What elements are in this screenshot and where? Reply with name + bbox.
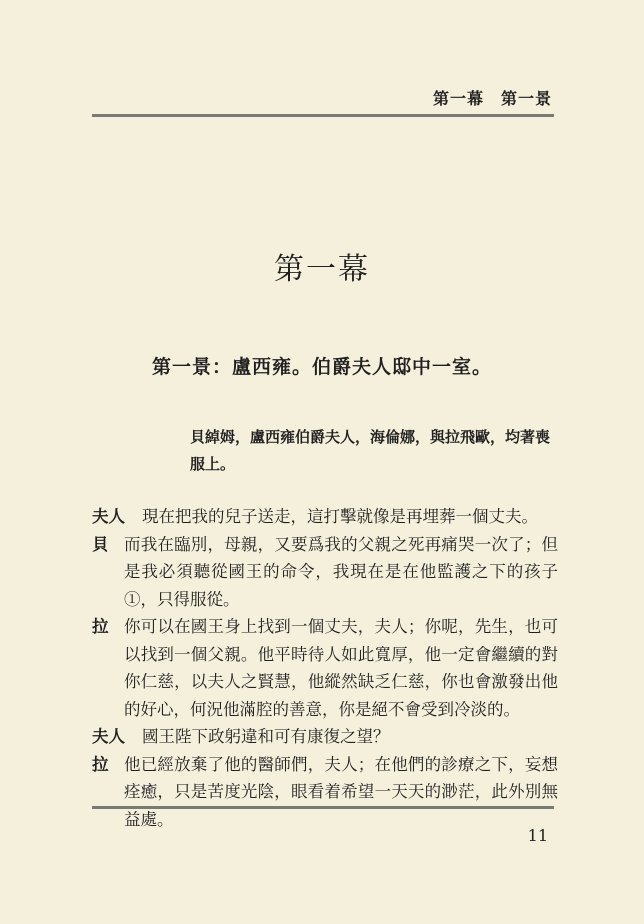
footer-rule <box>92 806 554 809</box>
running-head: 第一幕 第一景 <box>432 89 552 108</box>
header-rule <box>92 114 554 117</box>
speech-line <box>92 531 558 614</box>
speech-line <box>92 751 558 834</box>
speaker-label: 拉 <box>92 754 109 774</box>
stage-direction: 貝綽姆，盧西雍伯爵夫人，海倫娜，與拉飛歐，均著喪服上。 <box>190 428 551 473</box>
speech-text: 現在把我的兒子送走，這打擊就像是再埋葬一個丈夫。 <box>142 507 538 526</box>
act-title: 第一幕 <box>274 252 370 287</box>
speaker-label: 貝 <box>92 534 109 554</box>
speech-text: 你可以在國王身上找到一個丈夫，夫人；你呢，先生，也可以找到一個父親。他平時待人如此寬厚，他一定會繼續的對你仁慈，以夫人之賢慧，他縱然缺乏仁慈，你也會激發出他的好心，何況他滿腔的善意，你是絕不會受到冷淡的。 <box>124 617 558 719</box>
dialogue-block <box>92 503 558 833</box>
speech-text: 他已經放棄了他的醫師們，夫人；在他們的診療之下，妄想痊癒，只是苦度光陰，眼看着希望一天天的渺茫，此外別無益處。 <box>124 754 558 829</box>
speaker-label: 夫人 <box>92 507 125 526</box>
speech-line <box>92 723 558 751</box>
speech-line <box>92 503 558 531</box>
speech-line <box>92 613 558 723</box>
speaker-label: 夫人 <box>92 727 125 746</box>
speech-text: 而我在臨別，母親，又要爲我的父親之死再痛哭一次了；但是我必須聽從國王的命令，我現在是在他監護之下的孩子①，只得服從。 <box>124 534 558 609</box>
speaker-label: 拉 <box>92 617 109 636</box>
page-number: 11 <box>527 826 548 845</box>
speech-text: 國王陛下政躬違和可有康復之望？ <box>142 727 390 746</box>
scene-title: 第一景：盧西雍。伯爵夫人邸中一室。 <box>151 356 492 378</box>
